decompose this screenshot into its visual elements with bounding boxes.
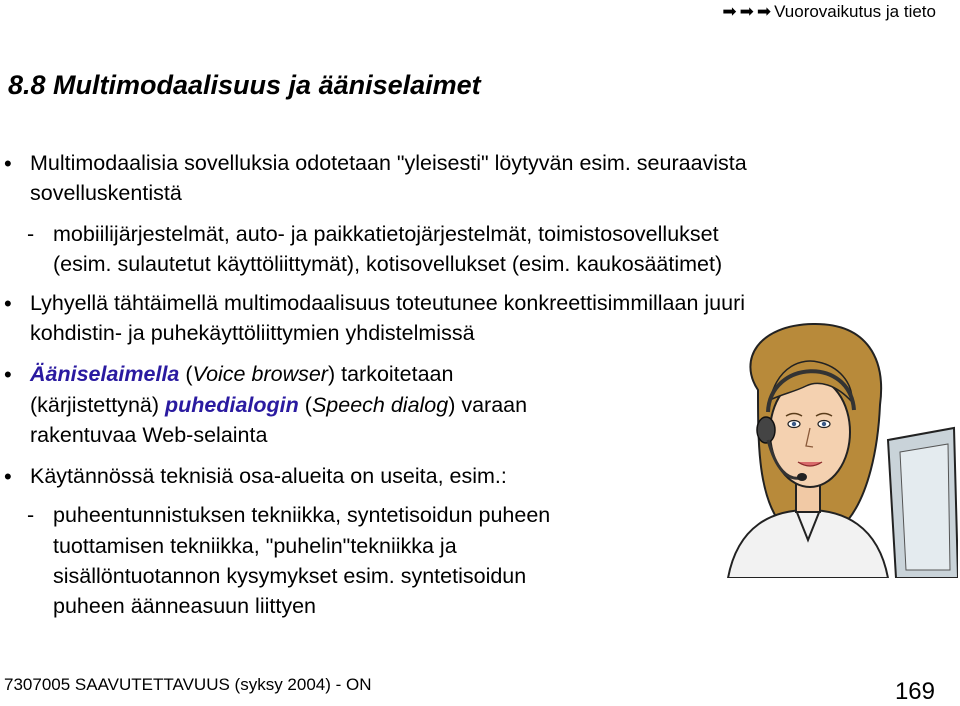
bullet-icon: •: [4, 464, 12, 489]
dash-2-line-2: tuottamisen tekniikka, "puhelin"tekniikka ja: [53, 534, 457, 558]
bullet-1-line-1: Multimodaalisia sovelluksia odotetaan "yleisesti" löytyvän esim. seuraavista: [30, 151, 747, 175]
bullet-4-line-1: Käytännössä teknisiä osa-alueita on useita, esim.:: [30, 464, 507, 488]
dash-1-line-2: (esim. sulautetut käyttöliittymät), kotisovellukset (esim. kaukosäätimet): [53, 252, 723, 276]
text-fragment: (: [179, 362, 193, 386]
dash-1-line-1: mobiilijärjestelmät, auto- ja paikkatietojärjestelmät, toimistosovellukset: [53, 222, 719, 246]
dash-marker: -: [27, 503, 35, 527]
term-voice-browser-fi: Ääniselaimella: [30, 362, 180, 386]
text-fragment: ) tarkoitetaan: [327, 362, 454, 386]
term-voice-browser-en: Voice browser: [192, 362, 328, 386]
bullet-3-line-3: rakentuvaa Web-selainta: [30, 423, 268, 447]
arrow-right-icon: ➡: [722, 2, 737, 21]
bullet-icon: •: [4, 291, 12, 316]
dash-marker: -: [27, 222, 35, 246]
dash-2-line-4: puheen äänneasuun liittyen: [53, 594, 316, 618]
bullet-1-line-2: sovelluskentistä: [30, 181, 182, 205]
text-fragment: ) varaan: [448, 393, 528, 417]
footer-course: 7307005 SAAVUTETTAVUUS (syksy 2004) - ON: [4, 675, 372, 694]
dash-2-line-3: sisällöntuotannon kysymykset esim. syntetisoidun: [53, 564, 527, 588]
text-fragment: (: [298, 393, 312, 417]
headset-operator-illustration: [718, 320, 958, 578]
bullet-icon: •: [4, 362, 12, 387]
bullet-icon: •: [4, 151, 12, 176]
arrow-right-icon: ➡: [739, 2, 754, 21]
text-fragment: (kärjistettynä): [30, 393, 166, 417]
term-speech-dialog-fi: puhedialogin: [165, 393, 299, 417]
bullet-3-line-2: [30, 392, 527, 418]
page-title: 8.8 Multimodaalisuus ja ääniselaimet: [8, 70, 481, 100]
bullet-3-line-1: [30, 361, 453, 387]
breadcrumb: [722, 2, 936, 22]
bullet-2-line-2: kohdistin- ja puhekäyttöliittymien yhdistelmissä: [30, 321, 475, 345]
page-number: 169: [894, 678, 935, 705]
dash-2-line-1: puheentunnistuksen tekniikka, syntetisoidun puheen: [53, 503, 551, 527]
term-speech-dialog-en: Speech dialog: [311, 393, 449, 417]
bullet-2-line-1: Lyhyellä tähtäimellä multimodaalisuus toteutunee konkreettisimmillaan juuri: [30, 291, 746, 315]
breadcrumb-label: Vuorovaikutus ja tieto: [774, 2, 936, 21]
arrow-right-icon: ➡: [756, 2, 772, 21]
